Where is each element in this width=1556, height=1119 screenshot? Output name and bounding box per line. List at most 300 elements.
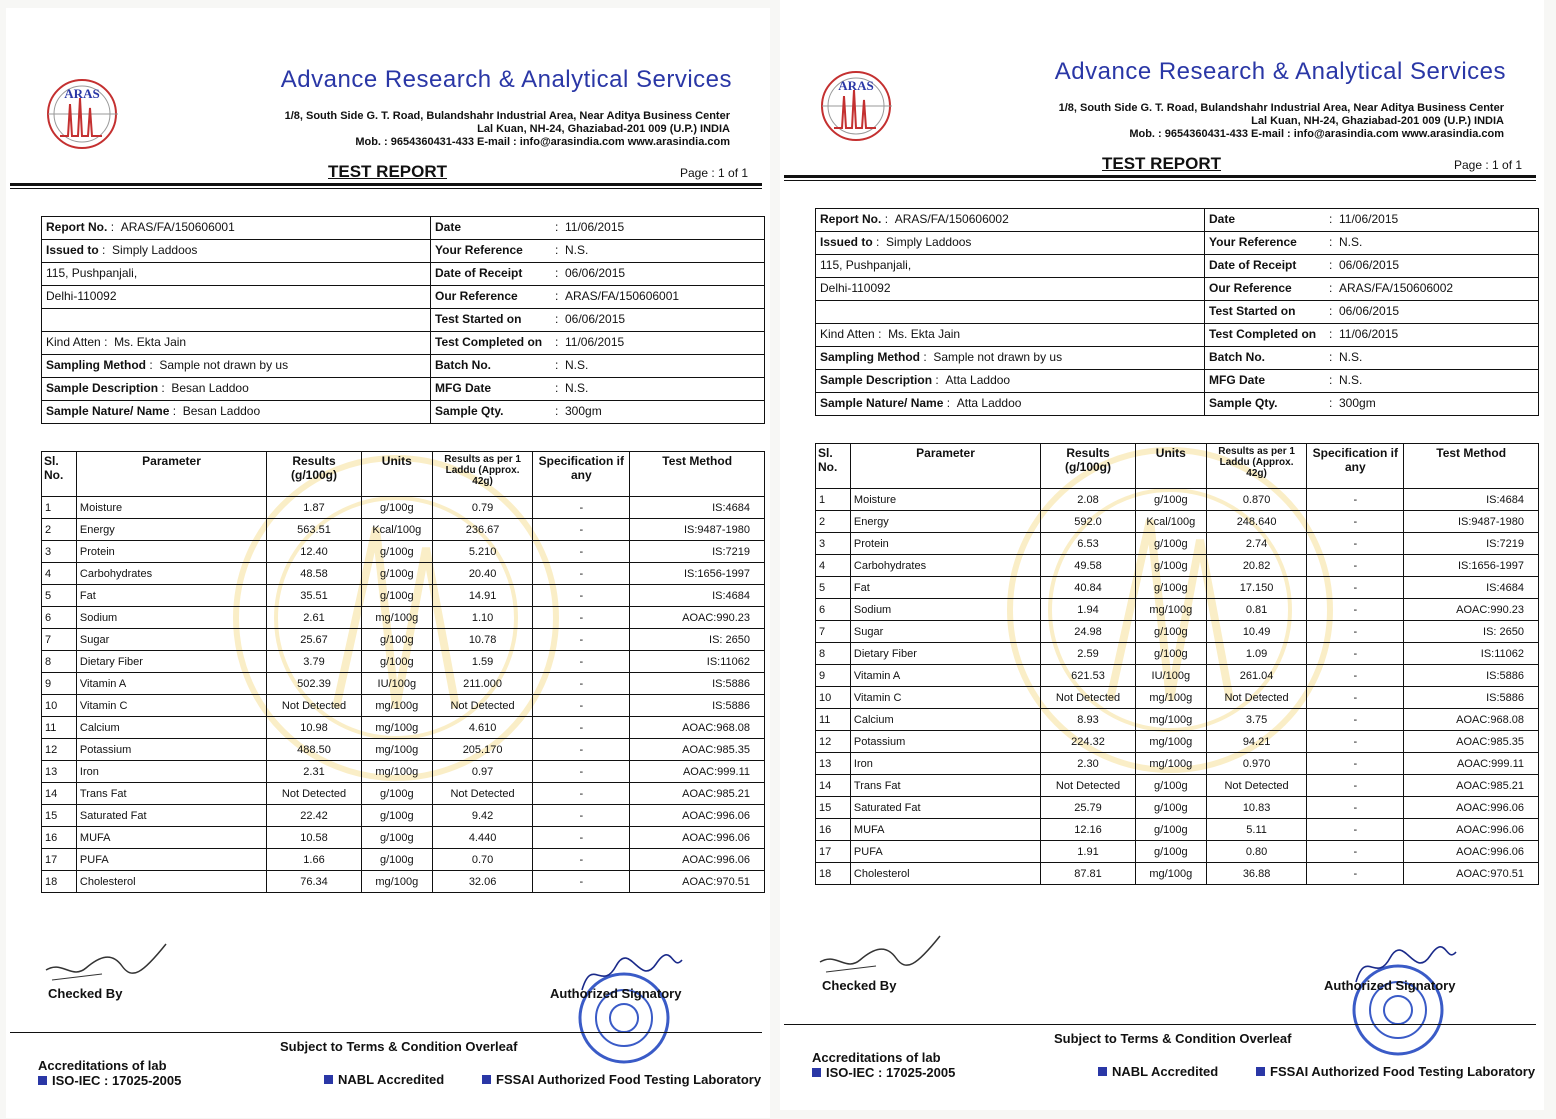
row-test-method: IS:1656-1997: [630, 563, 765, 585]
row-per-laddu: 1.59: [432, 651, 533, 673]
row-sl-no: 3: [816, 533, 851, 555]
row-sl-no: 18: [42, 871, 77, 893]
row-result: 6.53: [1041, 533, 1136, 555]
issued-to-value: Simply Laddoos: [886, 235, 972, 249]
row-result: 24.98: [1041, 621, 1136, 643]
row-per-laddu: Not Detected: [432, 783, 533, 805]
row-unit: IU/100g: [1135, 665, 1206, 687]
address-field: [816, 278, 1205, 301]
your-reference-value: : N.S.: [551, 240, 765, 263]
row-result: 3.79: [267, 651, 362, 673]
batch-no-value: N.S.: [1339, 350, 1363, 364]
table-row: [816, 687, 1539, 709]
row-specification: -: [533, 695, 630, 717]
table-row: [42, 585, 765, 607]
report-no-field: Report No. : ARAS/FA/150606002: [816, 209, 1205, 232]
blank-cell: [42, 309, 431, 332]
col-specification: Specification if any: [1307, 444, 1404, 489]
row-result: 35.51: [267, 585, 362, 607]
row-unit: g/100g: [1135, 489, 1206, 511]
address-line: Lal Kuan, NH-24, Ghaziabad-201 009 (U.P.) INDIA: [1251, 115, 1504, 127]
row-parameter: Carbohydrates: [76, 563, 266, 585]
our-reference-value: : ARAS/FA/150606002: [1325, 278, 1539, 301]
row-per-laddu: 1.10: [432, 607, 533, 629]
header-rule: [10, 183, 762, 186]
row-result: 48.58: [267, 563, 362, 585]
row-parameter: Protein: [76, 541, 266, 563]
sample-qty-value: : 300gm: [1325, 393, 1539, 416]
test-started-label: Test Started on: [431, 309, 552, 332]
row-result: 12.16: [1041, 819, 1136, 841]
row-sl-no: 2: [816, 511, 851, 533]
table-row: [42, 673, 765, 695]
table-row: [816, 621, 1539, 643]
row-specification: -: [533, 717, 630, 739]
row-unit: Kcal/100g: [1135, 511, 1206, 533]
row-unit: g/100g: [1135, 643, 1206, 665]
row-result: 8.93: [1041, 709, 1136, 731]
row-unit: g/100g: [1135, 775, 1206, 797]
test-completed-label: Test Completed on: [431, 332, 552, 355]
date-of-receipt-label: Date of Receipt: [1205, 255, 1326, 278]
row-sl-no: 4: [816, 555, 851, 577]
date-value: : 11/06/2015: [1325, 209, 1539, 232]
row-sl-no: 13: [816, 753, 851, 775]
company-name: Advance Research & Analytical Services: [1054, 58, 1506, 85]
bullet-square-icon: [1256, 1067, 1265, 1076]
row-specification: -: [1307, 731, 1404, 753]
row-parameter: PUFA: [850, 841, 1040, 863]
row-parameter: MUFA: [76, 827, 266, 849]
test-completed-value: 11/06/2015: [1339, 327, 1399, 341]
row-parameter: Protein: [850, 533, 1040, 555]
batch-no-label: Batch No.: [431, 355, 552, 378]
report-no-field: Report No. : ARAS/FA/150606001: [42, 217, 431, 240]
row-specification: -: [1307, 819, 1404, 841]
row-sl-no: 2: [42, 519, 77, 541]
row-sl-no: 13: [42, 761, 77, 783]
company-name: Advance Research & Analytical Services: [280, 66, 732, 93]
your-reference-value: : N.S.: [1325, 232, 1539, 255]
report-title: TEST REPORT: [1102, 154, 1222, 173]
row-unit: g/100g: [361, 629, 432, 651]
row-parameter: MUFA: [850, 819, 1040, 841]
checked-by-signature: [816, 932, 946, 982]
test-started-value: 06/06/2015: [565, 312, 626, 326]
company-address: [980, 102, 1504, 141]
row-per-laddu: 4.610: [432, 717, 533, 739]
col-parameter: Parameter: [76, 452, 266, 497]
sample-description-field: Sample Description : Atta Laddoo: [816, 370, 1205, 393]
report-info-table: [41, 216, 765, 424]
authorized-signatory-label: Authorized Signatory: [550, 986, 682, 1001]
row-unit: g/100g: [361, 783, 432, 805]
row-result: 1.87: [267, 497, 362, 519]
row-per-laddu: 2.74: [1206, 533, 1307, 555]
date-of-receipt-label: Date of Receipt: [431, 263, 552, 286]
row-sl-no: 16: [42, 827, 77, 849]
row-per-laddu: 32.06: [432, 871, 533, 893]
row-unit: mg/100g: [1135, 709, 1206, 731]
row-result: 1.66: [267, 849, 362, 871]
row-test-method: IS:11062: [630, 651, 765, 673]
row-specification: -: [1307, 599, 1404, 621]
our-reference-value: ARAS/FA/150606001: [565, 289, 680, 303]
row-per-laddu: Not Detected: [1206, 687, 1307, 709]
date-value: : 11/06/2015: [551, 217, 765, 240]
row-unit: g/100g: [361, 651, 432, 673]
row-test-method: AOAC:968.08: [630, 717, 765, 739]
col-results: Results (g/100g): [267, 452, 362, 497]
table-row: [816, 731, 1539, 753]
row-unit: g/100g: [1135, 577, 1206, 599]
row-per-laddu: 10.78: [432, 629, 533, 651]
row-specification: -: [533, 607, 630, 629]
date-label: Date: [431, 217, 552, 240]
report-no-value: ARAS/FA/150606002: [894, 212, 1009, 226]
table-row: [42, 717, 765, 739]
row-test-method: IS:7219: [630, 541, 765, 563]
row-result: 1.94: [1041, 599, 1136, 621]
row-sl-no: 1: [816, 489, 851, 511]
row-test-method: AOAC:999.11: [630, 761, 765, 783]
row-specification: -: [533, 849, 630, 871]
date-of-receipt-value: : 06/06/2015: [1325, 255, 1539, 278]
row-result: 25.79: [1041, 797, 1136, 819]
row-sl-no: 10: [42, 695, 77, 717]
row-sl-no: 12: [42, 739, 77, 761]
table-row: [42, 761, 765, 783]
row-parameter: Iron: [850, 753, 1040, 775]
row-unit: mg/100g: [361, 607, 432, 629]
sample-nature-field: Sample Nature/ Name : Besan Laddoo: [42, 401, 431, 424]
row-specification: -: [533, 563, 630, 585]
checked-by-label: Checked By: [48, 986, 123, 1001]
test-completed-value: : 11/06/2015: [551, 332, 765, 355]
sampling-method-value: Sample not drawn by us: [159, 358, 289, 372]
table-row: [816, 555, 1539, 577]
row-result: 87.81: [1041, 863, 1136, 885]
header-rule: [784, 180, 1536, 181]
row-test-method: IS:11062: [1404, 643, 1539, 665]
row-sl-no: 17: [816, 841, 851, 863]
row-result: 488.50: [267, 739, 362, 761]
table-row: [42, 783, 765, 805]
row-test-method: IS:9487-1980: [630, 519, 765, 541]
row-test-method: AOAC:985.35: [1404, 731, 1539, 753]
row-per-laddu: 0.79: [432, 497, 533, 519]
row-specification: -: [533, 673, 630, 695]
contact-line: Mob. : 9654360431-433 E-mail : info@arasindia.com www.arasindia.com: [355, 136, 730, 148]
row-parameter: Sodium: [850, 599, 1040, 621]
row-test-method: AOAC:996.06: [630, 805, 765, 827]
row-unit: g/100g: [361, 849, 432, 871]
row-parameter: Sugar: [850, 621, 1040, 643]
mfg-date-label: MFG Date: [431, 378, 552, 401]
accreditations-title: Accreditations of lab: [812, 1050, 941, 1065]
row-sl-no: 7: [816, 621, 851, 643]
bullet-square-icon: [1098, 1067, 1107, 1076]
row-test-method: IS:4684: [1404, 577, 1539, 599]
row-sl-no: 6: [42, 607, 77, 629]
your-reference-label: Your Reference: [431, 240, 552, 263]
row-parameter: Moisture: [850, 489, 1040, 511]
blank-cell: [816, 301, 1205, 324]
col-test-method: Test Method: [630, 452, 765, 497]
page-number: Page : 1 of 1: [680, 166, 749, 180]
table-row: [816, 819, 1539, 841]
kind-atten-field: Kind Atten : Ms. Ekta Jain: [42, 332, 431, 355]
row-test-method: AOAC:996.06: [1404, 819, 1539, 841]
row-per-laddu: 20.82: [1206, 555, 1307, 577]
row-sl-no: 14: [42, 783, 77, 805]
row-per-laddu: 236.67: [432, 519, 533, 541]
contact-line: Mob. : 9654360431-433 E-mail : info@arasindia.com www.arasindia.com: [1129, 128, 1504, 140]
row-parameter: Sugar: [76, 629, 266, 651]
address-line: Lal Kuan, NH-24, Ghaziabad-201 009 (U.P.) INDIA: [477, 123, 730, 135]
sample-nature-value: Besan Laddoo: [182, 404, 261, 418]
address1-value: 115, Pushpanjali,: [820, 258, 912, 272]
row-result: 2.61: [267, 607, 362, 629]
row-sl-no: 16: [816, 819, 851, 841]
row-test-method: IS:5886: [1404, 687, 1539, 709]
accreditations: [38, 1058, 181, 1088]
row-sl-no: 6: [816, 599, 851, 621]
row-test-method: AOAC:985.35: [630, 739, 765, 761]
row-result: 224.32: [1041, 731, 1136, 753]
row-test-method: IS:4684: [630, 585, 765, 607]
row-parameter: Calcium: [76, 717, 266, 739]
batch-no-label: Batch No.: [1205, 347, 1326, 370]
row-per-laddu: 0.70: [432, 849, 533, 871]
row-parameter: Vitamin A: [850, 665, 1040, 687]
batch-no-value: : N.S.: [551, 355, 765, 378]
table-row: [42, 541, 765, 563]
test-report-atta: [780, 0, 1544, 1110]
logo-text: ARAS: [838, 78, 874, 93]
row-per-laddu: 261.04: [1206, 665, 1307, 687]
row-sl-no: 12: [816, 731, 851, 753]
row-unit: g/100g: [361, 497, 432, 519]
row-unit: g/100g: [1135, 533, 1206, 555]
row-specification: -: [533, 761, 630, 783]
row-unit: IU/100g: [361, 673, 432, 695]
test-completed-value: 11/06/2015: [565, 335, 625, 349]
row-sl-no: 8: [816, 643, 851, 665]
col-sl-no: Sl. No.: [816, 444, 851, 489]
address1-value: 115, Pushpanjali,: [46, 266, 138, 280]
address2-value: Delhi-110092: [820, 281, 891, 295]
row-per-laddu: 9.42: [432, 805, 533, 827]
row-specification: -: [1307, 709, 1404, 731]
mfg-date-value: : N.S.: [1325, 370, 1539, 393]
row-result: 25.67: [267, 629, 362, 651]
sampling-method-value: Sample not drawn by us: [933, 350, 1063, 364]
row-sl-no: 4: [42, 563, 77, 585]
row-unit: g/100g: [1135, 819, 1206, 841]
row-unit: mg/100g: [361, 871, 432, 893]
row-specification: -: [1307, 863, 1404, 885]
row-specification: -: [1307, 753, 1404, 775]
row-unit: mg/100g: [1135, 687, 1206, 709]
your-reference-label: Your Reference: [1205, 232, 1326, 255]
results-body: [816, 489, 1539, 885]
iso-badge: ISO-IEC : 17025-2005: [38, 1073, 181, 1088]
bullet-square-icon: [324, 1075, 333, 1084]
row-specification: -: [1307, 555, 1404, 577]
table-row: [42, 497, 765, 519]
row-parameter: Saturated Fat: [850, 797, 1040, 819]
table-row: [816, 841, 1539, 863]
sample-qty-value: : 300gm: [551, 401, 765, 424]
col-per-laddu: Results as per 1 Laddu (Approx. 42g): [432, 452, 533, 497]
row-per-laddu: 0.97: [432, 761, 533, 783]
row-result: 2.31: [267, 761, 362, 783]
date-of-receipt-value: 06/06/2015: [565, 266, 626, 280]
row-per-laddu: 10.49: [1206, 621, 1307, 643]
bullet-square-icon: [482, 1075, 491, 1084]
row-sl-no: 7: [42, 629, 77, 651]
row-result: 563.51: [267, 519, 362, 541]
terms-note: Subject to Terms & Condition Overleaf: [1054, 1031, 1292, 1046]
date-value: 11/06/2015: [565, 220, 625, 234]
row-sl-no: 17: [42, 849, 77, 871]
row-specification: -: [1307, 511, 1404, 533]
mfg-date-label: MFG Date: [1205, 370, 1326, 393]
row-sl-no: 5: [816, 577, 851, 599]
row-specification: -: [533, 783, 630, 805]
row-per-laddu: 5.11: [1206, 819, 1307, 841]
fssai-badge: FSSAI Authorized Food Testing Laboratory: [1256, 1064, 1535, 1079]
table-row: [816, 709, 1539, 731]
date-of-receipt-value: : 06/06/2015: [551, 263, 765, 286]
address-line: 1/8, South Side G. T. Road, Bulandshahr Industrial Area, Near Aditya Business Center: [1058, 102, 1504, 114]
row-per-laddu: 94.21: [1206, 731, 1307, 753]
row-specification: -: [533, 541, 630, 563]
date-of-receipt-value: 06/06/2015: [1339, 258, 1400, 272]
row-test-method: IS: 2650: [1404, 621, 1539, 643]
table-row: [42, 607, 765, 629]
row-sl-no: 15: [816, 797, 851, 819]
row-sl-no: 5: [42, 585, 77, 607]
table-row: [816, 599, 1539, 621]
issued-to-field: Issued to : Simply Laddoos: [42, 240, 431, 263]
row-unit: g/100g: [1135, 555, 1206, 577]
sampling-method-field: Sampling Method : Sample not drawn by us: [816, 347, 1205, 370]
footer-rule: [784, 1024, 1536, 1025]
table-row: [42, 805, 765, 827]
row-result: Not Detected: [1041, 687, 1136, 709]
our-reference-value: ARAS/FA/150606002: [1339, 281, 1454, 295]
row-sl-no: 11: [816, 709, 851, 731]
row-result: Not Detected: [1041, 775, 1136, 797]
company-address: [206, 110, 730, 149]
row-result: Not Detected: [267, 695, 362, 717]
row-result: 2.08: [1041, 489, 1136, 511]
header-rule: [784, 175, 1536, 178]
row-specification: -: [533, 585, 630, 607]
table-row: [816, 533, 1539, 555]
kind-atten-field: Kind Atten : Ms. Ekta Jain: [816, 324, 1205, 347]
row-test-method: IS:5886: [630, 695, 765, 717]
row-sl-no: 3: [42, 541, 77, 563]
row-per-laddu: 1.09: [1206, 643, 1307, 665]
kind-atten-value: Ms. Ekta Jain: [888, 327, 961, 341]
row-specification: -: [533, 827, 630, 849]
row-per-laddu: 205.170: [432, 739, 533, 761]
row-specification: -: [1307, 665, 1404, 687]
row-test-method: AOAC:970.51: [630, 871, 765, 893]
test-started-value: : 06/06/2015: [551, 309, 765, 332]
sample-nature-field: Sample Nature/ Name : Atta Laddoo: [816, 393, 1205, 416]
row-per-laddu: 17.150: [1206, 577, 1307, 599]
table-row: [42, 827, 765, 849]
our-reference-label: Our Reference: [431, 286, 552, 309]
report-title: TEST REPORT: [328, 162, 448, 181]
nabl-badge: NABL Accredited: [324, 1072, 444, 1087]
row-unit: g/100g: [361, 541, 432, 563]
row-test-method: AOAC:996.06: [1404, 841, 1539, 863]
row-test-method: IS:5886: [1404, 665, 1539, 687]
kind-atten-value: Ms. Ekta Jain: [114, 335, 187, 349]
address-field: [42, 286, 431, 309]
row-parameter: Cholesterol: [76, 871, 266, 893]
sample-qty-label: Sample Qty.: [1205, 393, 1326, 416]
row-per-laddu: 10.83: [1206, 797, 1307, 819]
row-parameter: Calcium: [850, 709, 1040, 731]
row-parameter: Iron: [76, 761, 266, 783]
table-row: [816, 753, 1539, 775]
authorized-signatory-label: Authorized Signatory: [1324, 978, 1456, 993]
row-parameter: Vitamin C: [850, 687, 1040, 709]
row-test-method: IS:4684: [1404, 489, 1539, 511]
row-sl-no: 1: [42, 497, 77, 519]
table-row: [816, 775, 1539, 797]
row-parameter: Saturated Fat: [76, 805, 266, 827]
row-result: 22.42: [267, 805, 362, 827]
table-row: [816, 665, 1539, 687]
test-completed-label: Test Completed on: [1205, 324, 1326, 347]
results-table: [41, 451, 765, 893]
date-value: 11/06/2015: [1339, 212, 1399, 226]
row-per-laddu: 3.75: [1206, 709, 1307, 731]
row-result: Not Detected: [267, 783, 362, 805]
iso-badge: ISO-IEC : 17025-2005: [812, 1065, 955, 1080]
your-reference-value: N.S.: [1339, 235, 1363, 249]
row-unit: g/100g: [1135, 841, 1206, 863]
col-test-method: Test Method: [1404, 444, 1539, 489]
row-sl-no: 8: [42, 651, 77, 673]
address-field: [42, 263, 431, 286]
checked-by-signature: [42, 940, 172, 990]
row-test-method: AOAC:996.06: [630, 849, 765, 871]
row-specification: -: [533, 519, 630, 541]
row-per-laddu: 0.80: [1206, 841, 1307, 863]
row-specification: -: [1307, 577, 1404, 599]
row-sl-no: 14: [816, 775, 851, 797]
sample-description-value: Besan Laddoo: [171, 381, 249, 395]
row-sl-no: 18: [816, 863, 851, 885]
row-result: 49.58: [1041, 555, 1136, 577]
row-test-method: IS:1656-1997: [1404, 555, 1539, 577]
row-test-method: AOAC:990.23: [630, 607, 765, 629]
table-row: [816, 577, 1539, 599]
sample-qty-value: 300gm: [565, 404, 602, 418]
row-unit: g/100g: [1135, 621, 1206, 643]
row-parameter: Fat: [76, 585, 266, 607]
col-units: Units: [361, 452, 432, 497]
row-sl-no: 9: [42, 673, 77, 695]
